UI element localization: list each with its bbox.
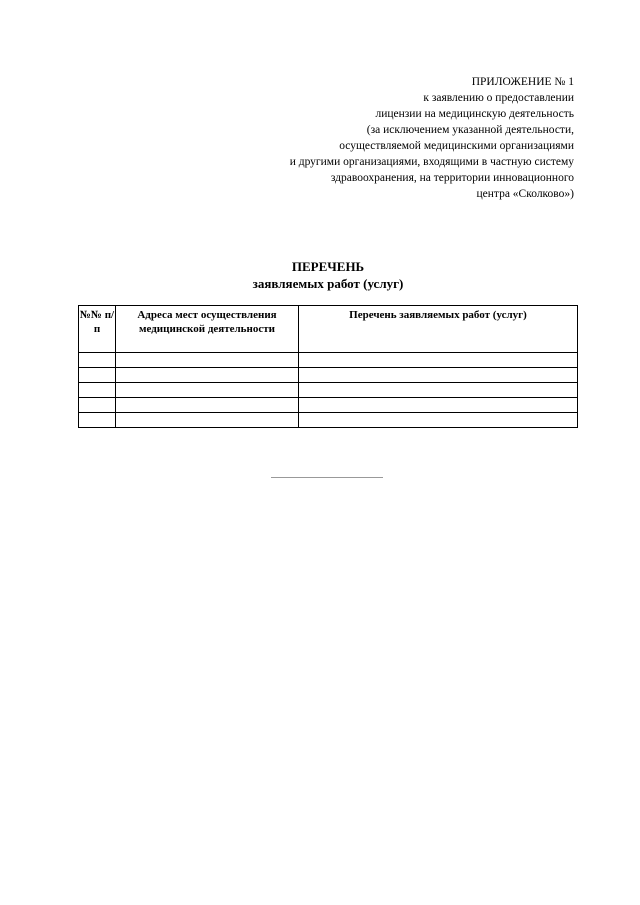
appendix-line: к заявлению о предоставлении [423,92,574,104]
appendix-line: (за исключением указанной деятельности, [366,124,574,136]
table-row [79,353,578,368]
table-row [79,398,578,413]
header-addresses: Адреса мест осуществления медицинской деятельности [116,306,299,353]
appendix-line: ПРИЛОЖЕНИЕ № 1 [471,76,574,88]
table-cell[interactable] [116,353,299,368]
end-divider [271,477,383,478]
table-cell[interactable] [299,413,578,428]
title-line-1: ПЕРЕЧЕНЬ [291,259,365,274]
table-header-row [79,306,578,353]
appendix-header [214,74,574,202]
header-number: №№ п/п [79,306,116,353]
table-cell[interactable] [116,368,299,383]
table-cell[interactable] [79,413,116,428]
title-line-2: заявляемых работ (услуг) [252,276,404,291]
table-row [79,383,578,398]
header-works: Перечень заявляемых работ (услуг) [299,306,578,353]
table-row [79,368,578,383]
table-row [79,413,578,428]
table-cell[interactable] [79,368,116,383]
table-cell[interactable] [79,398,116,413]
appendix-line: центра «Сколково») [476,188,574,200]
table-cell[interactable] [79,383,116,398]
appendix-line: лицензии на медицинскую деятельность [375,108,574,120]
appendix-line: и другими организациями, входящими в частную систему [289,156,574,168]
works-table [78,305,578,428]
table-cell[interactable] [299,368,578,383]
appendix-line: осуществляемой медицинскими организациями [339,140,574,152]
table-cell[interactable] [116,413,299,428]
document-title [0,258,640,292]
table-cell[interactable] [116,398,299,413]
table-cell[interactable] [299,383,578,398]
table-cell[interactable] [116,383,299,398]
appendix-line: здравоохранения, на территории инновационного [330,172,574,184]
table-cell[interactable] [299,398,578,413]
table-cell[interactable] [79,353,116,368]
table-cell[interactable] [299,353,578,368]
